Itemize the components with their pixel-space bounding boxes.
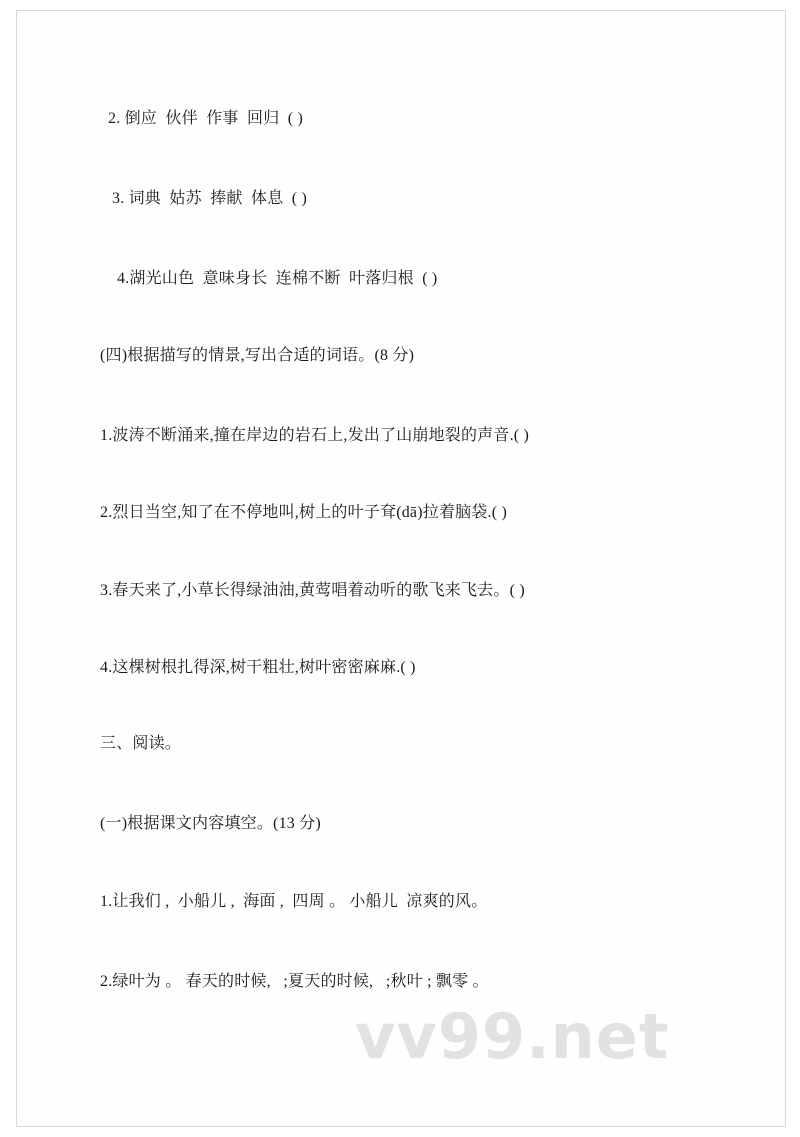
section-heading-three: 三、阅读。 xyxy=(100,735,182,752)
section-heading-one-reading: (一)根据课文内容填空。(13 分) xyxy=(100,815,321,832)
exercise-line-d2: 2.烈日当空,知了在不停地叫,树上的叶子耷(dā)拉着脑袋.( ) xyxy=(100,504,508,521)
site-watermark: vv99.net xyxy=(355,1000,670,1073)
exercise-line-q4: 4.湖光山色 意味身长 连棉不断 叶落归根 ( ) xyxy=(117,270,438,287)
exercise-line-d3: 3.春天来了,小草长得绿油油,黄莺唱着动听的歌飞来飞去。( ) xyxy=(100,582,525,599)
exercise-line-d1: 1.波涛不断涌来,撞在岸边的岩石上,发出了山崩地裂的声音.( ) xyxy=(100,427,530,444)
exercise-line-d4: 4.这棵树根扎得深,树干粗壮,树叶密密麻麻.( ) xyxy=(100,659,416,676)
section-heading-four: (四)根据描写的情景,写出合适的词语。(8 分) xyxy=(100,347,415,364)
exercise-line-q3: 3. 词典 姑苏 捧献 体息 ( ) xyxy=(112,190,308,207)
exercise-line-r2: 2.绿叶为 。 春天的时候, ;夏天的时候, ;秋叶 ; 飘零 。 xyxy=(100,973,489,990)
exercise-line-q2: 2. 倒应 伙伴 作事 回归 ( ) xyxy=(108,110,304,127)
exercise-line-r1: 1.让我们 , 小船儿 , 海面 , 四周 。 小船儿 凉爽的风。 xyxy=(100,893,488,910)
